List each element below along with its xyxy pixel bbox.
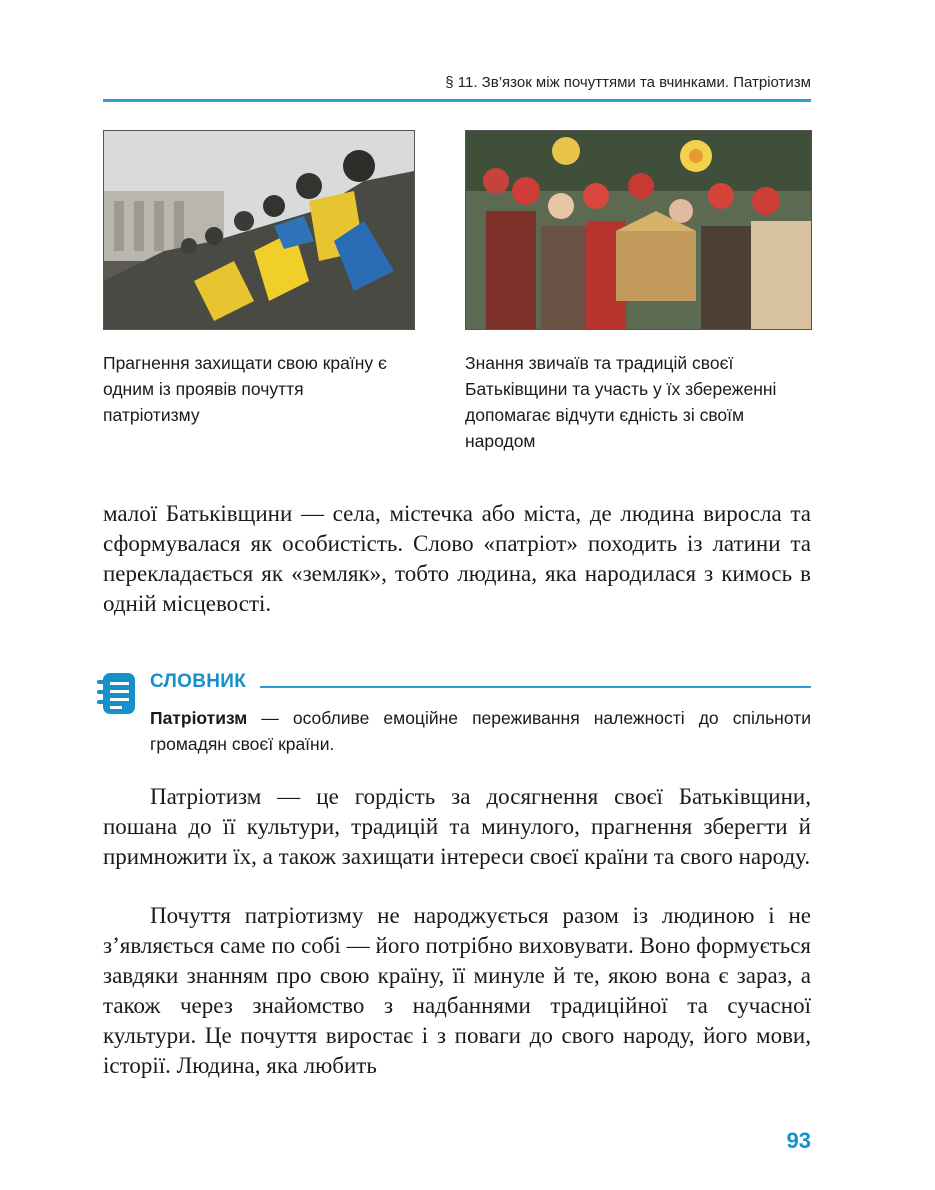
tradition-photo xyxy=(465,130,812,330)
body-paragraph-3 xyxy=(103,901,811,1081)
dictionary-entry xyxy=(150,705,811,757)
soldiers-photo xyxy=(103,130,415,330)
body-paragraph-2 xyxy=(103,782,811,872)
dictionary-heading: СЛОВНИК xyxy=(150,671,247,692)
header-rule xyxy=(103,99,811,102)
paragraph-text: Патріотизм — це гордість за досягнення своєї Батьківщини, пошана до її культури, традицій та минулого, прагнення зберегти й примножити їх, а також захищати інтереси своєї країни та свого народу. xyxy=(103,784,811,869)
dictionary-rule xyxy=(260,686,811,688)
body-paragraph-1 xyxy=(103,499,811,619)
running-header: § 11. Зв’язок між почуттями та вчинками. Патріотизм xyxy=(445,74,811,91)
paragraph-text: малої Батьківщини — села, містечка або міста, де людина виросла та сформувалася як особистість. Слово «патріот» походить із латини та перекладається як «земляк», тобто людина, яка народилася з кимось в одній місцевості. xyxy=(103,501,811,616)
left-photo-caption: Прагнення захищати свою країну є одним із проявів почуття патріотизму xyxy=(103,353,387,425)
page-number: 93 xyxy=(786,1128,811,1153)
notebook-icon xyxy=(97,671,137,716)
right-photo-caption: Знання звичаїв та традицій своєї Батьківщини та участь у їх збереженні допомагає відчути єдність зі своїм народом xyxy=(465,353,777,451)
paragraph-text: Почуття патріотизму не народжується разом із людиною і не з’являється саме по собі — його потрібно виховувати. Воно формується завдяки знанням про свою країну, її минуле й те, якою вона є зараз, а також через знайомство з надбаннями традиційної та сучасної культури. Це почуття виростає і з поваги до свого народу, його мови, історії. Людина, яка любить xyxy=(103,903,811,1078)
dictionary-term: Патріотизм xyxy=(150,708,248,728)
dictionary-definition: — особливе емоційне переживання належності до спільноти громадян своєї країни. xyxy=(150,708,811,754)
